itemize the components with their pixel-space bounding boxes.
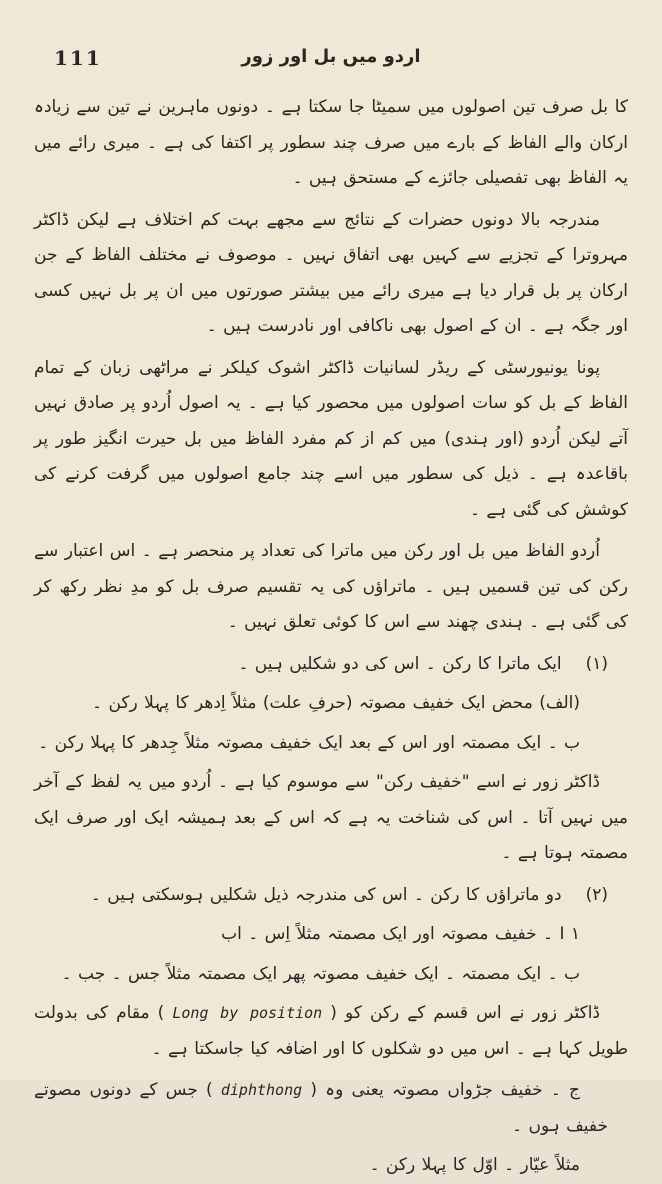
section-2-note-latin-term: Long by position	[172, 1004, 323, 1022]
section-1-item-a: (الف) محض ایک خفیف مصوتہ (حرفِ علت) مثلاً اِدھر کا پہلا رکن ۔	[92, 693, 580, 713]
section-2-item-c-end: ) جس کے دونوں مصوتے خفیف ہوں ۔	[34, 1080, 608, 1136]
section-1-heading	[34, 647, 628, 683]
paragraph-4: اُردو الفاظ میں بل اور رکن میں ماترا کی تعداد پر منحصر ہے ۔ اس اعتبار سے رکن کی تین قسمیں ہیں ۔ ماتراؤں کی یہ تقسیم صرف بل کو مدِ نظر رکھ کر کی گئی ہے ۔ ہندی چھند سے اس کا کوئی تعلق نہیں ۔	[34, 541, 628, 632]
page-header	[34, 40, 628, 90]
section-2-item-a-text: ۱ ۔ خفیف مصوتہ اور ایک مصمتہ مثلاً اِس ۔ اب	[221, 924, 580, 944]
section-2-note-start: ڈاکٹر زور نے اس قسم کے رکن کو (	[330, 1003, 600, 1023]
page-body	[34, 90, 628, 1184]
section-1-heading-text: ایک ماترا کا رکن ۔ اس کی دو شکلیں ہیں ۔	[238, 653, 562, 674]
paragraph-2: مندرجہ بالا دونوں حضرات کے نتائج سے مجھے بہت کم اختلاف ہے لیکن ڈاکٹر مہروترا کے تجزیے سے کہیں بھی اتفاق نہیں ۔ موصوف نے مختلف الفاظ کے جن ارکان پر بل قرار دیا ہے میری رائے میں بیشتر صورتوں میں ان پر بل نہیں کسی اور جگہ ہے ۔ ان کے اصول بھی ناکافی اور نادرست ہیں ۔	[34, 209, 628, 336]
paragraph-1: کا بل صرف تین اصولوں میں سمیٹا جا سکتا ہے ۔ دونوں ماہرین نے تین سے زیادہ ارکان والے الفاظ کے بارے میں صرف چند سطور پر اکتفا کی ہے ۔ میری رائے میں یہ الفاظ بھی تفصیلی جائزے کے مستحق ہیں ۔	[34, 97, 628, 188]
section-2-note	[34, 996, 628, 1067]
section-2-item-c	[34, 1073, 628, 1144]
running-title: اردو میں بل اور زور	[241, 46, 421, 67]
section-2-note-end: ) مقام کی بدولت طویل کہا ہے ۔ اس میں دو شکلوں کا اور اضافہ کیا جاسکتا ہے ۔	[34, 1003, 628, 1059]
section-1-item-b: ب ۔ ایک مصمتہ اور اس کے بعد ایک خفیف مصوتہ مثلاً جِدھر کا پہلا رکن ۔	[38, 732, 580, 753]
section-2-item-a	[34, 917, 628, 953]
section-2-item-a-marker: I	[559, 924, 565, 944]
section-1-number: (۱)	[585, 653, 608, 674]
section-2-item-c-latin-term: diphthong	[220, 1081, 303, 1099]
section-1-note: ڈاکٹر زور نے اسے "خفیف رکن" سے موسوم کیا ہے ۔ اُردو میں یہ لفظ کے آخر میں نہیں آتا ۔ اس کی شناخت یہ ہے کہ اس کے بعد ہمیشہ ایک اور صرف ایک مصمتہ ہوتا ہے ۔	[34, 772, 628, 863]
page-number: 111	[54, 46, 102, 70]
paragraph-3: پونا یونیورسٹی کے ریڈر لسانیات ڈاکٹر اشوک کیلکر نے مراٹھی زبان کے تمام الفاظ کے بل کو سات اصولوں میں محصور کیا ہے ۔ یہ اصول اُردو پر صادق نہیں آتے لیکن اُردو (اور ہندی) میں کم از کم مفرد الفاظ میں بل حیرت انگیز طور پر باقاعدہ ہے ۔ ذیل کی سطور میں اسے چند جامع اصولوں میں گرفت کرنے کی کوشش کی گئی ہے ۔	[34, 357, 628, 520]
section-2-item-c-start: ج ۔ خفیف جڑواں مصوتہ یعنی وہ (	[310, 1080, 581, 1100]
section-2-item-b: ب ۔ ایک مصمتہ ۔ ایک خفیف مصوتہ پھر ایک مصمتہ مثلاً جس ۔ جب ۔	[61, 963, 580, 984]
section-2-example: مثلاً عیّار ۔ اوّل کا پہلا رکن ۔	[369, 1155, 580, 1175]
section-2-number: (۲)	[585, 884, 608, 905]
section-2-heading	[34, 878, 628, 914]
section-2-heading-text: دو ماتراؤں کا رکن ۔ اس کی مندرجہ ذیل شکلیں ہوسکتی ہیں ۔	[90, 884, 562, 905]
